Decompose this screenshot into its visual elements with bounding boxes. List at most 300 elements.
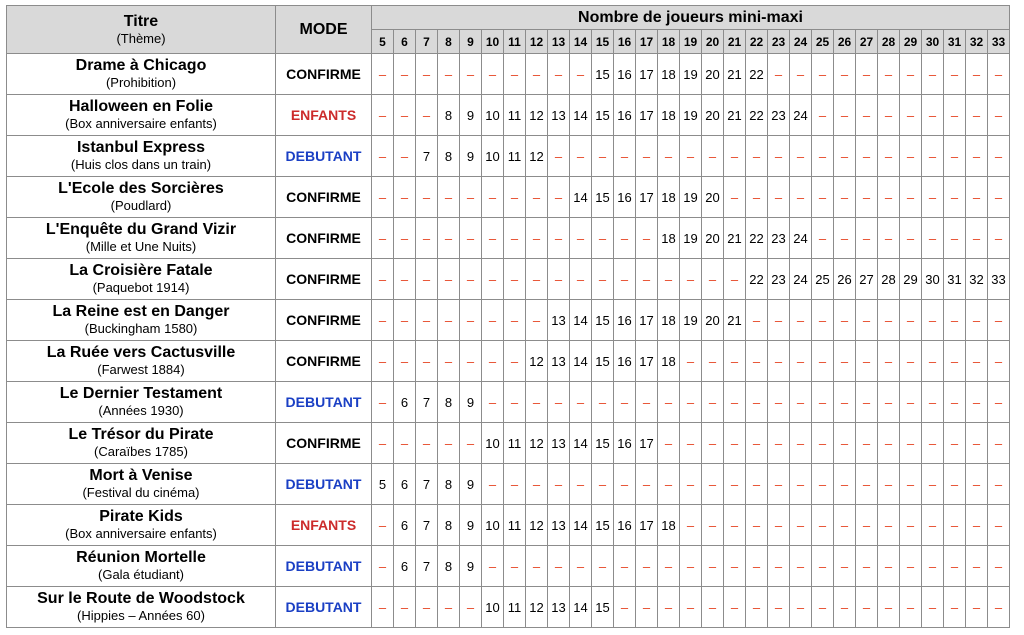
player-count-sheet bbox=[6, 5, 1010, 628]
player-count-cell: 12 bbox=[526, 423, 548, 464]
player-count-10: 10 bbox=[482, 30, 504, 54]
player-count-26: 26 bbox=[834, 30, 856, 54]
game-theme: (Prohibition) bbox=[105, 75, 177, 90]
game-title-cell bbox=[7, 423, 276, 464]
unavailable-dash: – bbox=[812, 54, 834, 95]
player-count-14: 14 bbox=[570, 30, 592, 54]
player-count-cell: 12 bbox=[526, 587, 548, 628]
unavailable-dash: – bbox=[988, 300, 1010, 341]
unavailable-dash: – bbox=[702, 464, 724, 505]
player-count-cell: 6 bbox=[394, 505, 416, 546]
game-title: Réunion Mortelle bbox=[76, 549, 206, 566]
unavailable-dash: – bbox=[482, 54, 504, 95]
unavailable-dash: – bbox=[922, 136, 944, 177]
unavailable-dash: – bbox=[922, 382, 944, 423]
unavailable-dash: – bbox=[680, 259, 702, 300]
games-table bbox=[6, 5, 1010, 628]
player-count-17: 17 bbox=[636, 30, 658, 54]
unavailable-dash: – bbox=[614, 218, 636, 259]
unavailable-dash: – bbox=[460, 177, 482, 218]
unavailable-dash: – bbox=[878, 177, 900, 218]
game-mode: CONFIRME bbox=[276, 54, 372, 95]
unavailable-dash: – bbox=[416, 587, 438, 628]
unavailable-dash: – bbox=[900, 587, 922, 628]
player-count-cell: 7 bbox=[416, 464, 438, 505]
table-row bbox=[7, 423, 1010, 464]
player-count-8: 8 bbox=[438, 30, 460, 54]
unavailable-dash: – bbox=[636, 382, 658, 423]
game-theme: (Années 1930) bbox=[98, 403, 184, 418]
unavailable-dash: – bbox=[812, 546, 834, 587]
unavailable-dash: – bbox=[680, 546, 702, 587]
unavailable-dash: – bbox=[482, 177, 504, 218]
unavailable-dash: – bbox=[834, 341, 856, 382]
game-title: Pirate Kids bbox=[99, 508, 183, 525]
unavailable-dash: – bbox=[482, 218, 504, 259]
player-count-cell: 21 bbox=[724, 300, 746, 341]
unavailable-dash: – bbox=[460, 587, 482, 628]
unavailable-dash: – bbox=[702, 136, 724, 177]
unavailable-dash: – bbox=[614, 546, 636, 587]
unavailable-dash: – bbox=[372, 341, 394, 382]
player-count-33: 33 bbox=[988, 30, 1010, 54]
player-count-30: 30 bbox=[922, 30, 944, 54]
player-count-cell: 17 bbox=[636, 95, 658, 136]
unavailable-dash: – bbox=[394, 259, 416, 300]
unavailable-dash: – bbox=[592, 259, 614, 300]
unavailable-dash: – bbox=[504, 259, 526, 300]
unavailable-dash: – bbox=[790, 341, 812, 382]
unavailable-dash: – bbox=[944, 423, 966, 464]
unavailable-dash: – bbox=[592, 382, 614, 423]
game-title: Le Dernier Testament bbox=[59, 385, 223, 402]
unavailable-dash: – bbox=[416, 95, 438, 136]
game-title: Mort à Venise bbox=[89, 467, 193, 484]
unavailable-dash: – bbox=[504, 54, 526, 95]
player-count-cell: 16 bbox=[614, 341, 636, 382]
player-count-9: 9 bbox=[460, 30, 482, 54]
player-count-cell: 21 bbox=[724, 54, 746, 95]
player-count-cell: 31 bbox=[944, 259, 966, 300]
player-count-cell: 17 bbox=[636, 300, 658, 341]
player-count-cell: 21 bbox=[724, 218, 746, 259]
unavailable-dash: – bbox=[570, 382, 592, 423]
unavailable-dash: – bbox=[878, 54, 900, 95]
unavailable-dash: – bbox=[812, 382, 834, 423]
unavailable-dash: – bbox=[724, 464, 746, 505]
player-count-cell: 12 bbox=[526, 95, 548, 136]
game-title-cell bbox=[7, 259, 276, 300]
player-count-32: 32 bbox=[966, 30, 988, 54]
unavailable-dash: – bbox=[702, 382, 724, 423]
unavailable-dash: – bbox=[900, 423, 922, 464]
unavailable-dash: – bbox=[504, 300, 526, 341]
unavailable-dash: – bbox=[548, 218, 570, 259]
unavailable-dash: – bbox=[834, 546, 856, 587]
player-count-cell: 10 bbox=[482, 95, 504, 136]
unavailable-dash: – bbox=[856, 464, 878, 505]
unavailable-dash: – bbox=[988, 587, 1010, 628]
player-count-cell: 13 bbox=[548, 341, 570, 382]
unavailable-dash: – bbox=[856, 341, 878, 382]
player-count-cell: 11 bbox=[504, 505, 526, 546]
unavailable-dash: – bbox=[988, 423, 1010, 464]
player-count-cell: 20 bbox=[702, 54, 724, 95]
unavailable-dash: – bbox=[812, 300, 834, 341]
unavailable-dash: – bbox=[966, 54, 988, 95]
unavailable-dash: – bbox=[746, 587, 768, 628]
player-count-cell: 18 bbox=[658, 95, 680, 136]
player-count-cell: 15 bbox=[592, 587, 614, 628]
player-count-cell: 14 bbox=[570, 177, 592, 218]
game-theme: (Box anniversaire enfants) bbox=[65, 526, 217, 541]
player-count-cell: 17 bbox=[636, 505, 658, 546]
table-row bbox=[7, 464, 1010, 505]
unavailable-dash: – bbox=[790, 505, 812, 546]
unavailable-dash: – bbox=[900, 505, 922, 546]
unavailable-dash: – bbox=[922, 218, 944, 259]
unavailable-dash: – bbox=[812, 177, 834, 218]
player-count-cell: 8 bbox=[438, 505, 460, 546]
unavailable-dash: – bbox=[768, 505, 790, 546]
game-title-cell bbox=[7, 136, 276, 177]
unavailable-dash: – bbox=[812, 587, 834, 628]
player-count-cell: 20 bbox=[702, 95, 724, 136]
unavailable-dash: – bbox=[504, 341, 526, 382]
unavailable-dash: – bbox=[900, 177, 922, 218]
unavailable-dash: – bbox=[922, 54, 944, 95]
unavailable-dash: – bbox=[372, 259, 394, 300]
unavailable-dash: – bbox=[988, 505, 1010, 546]
unavailable-dash: – bbox=[504, 218, 526, 259]
unavailable-dash: – bbox=[922, 505, 944, 546]
unavailable-dash: – bbox=[702, 341, 724, 382]
unavailable-dash: – bbox=[812, 505, 834, 546]
unavailable-dash: – bbox=[526, 218, 548, 259]
unavailable-dash: – bbox=[636, 218, 658, 259]
player-count-cell: 5 bbox=[372, 464, 394, 505]
player-count-11: 11 bbox=[504, 30, 526, 54]
unavailable-dash: – bbox=[922, 546, 944, 587]
unavailable-dash: – bbox=[922, 587, 944, 628]
unavailable-dash: – bbox=[460, 423, 482, 464]
unavailable-dash: – bbox=[526, 259, 548, 300]
player-count-cell: 10 bbox=[482, 423, 504, 464]
unavailable-dash: – bbox=[548, 464, 570, 505]
unavailable-dash: – bbox=[856, 95, 878, 136]
unavailable-dash: – bbox=[966, 382, 988, 423]
unavailable-dash: – bbox=[372, 587, 394, 628]
unavailable-dash: – bbox=[768, 587, 790, 628]
unavailable-dash: – bbox=[790, 136, 812, 177]
mode-column-header: MODE bbox=[276, 6, 372, 54]
unavailable-dash: – bbox=[416, 259, 438, 300]
player-count-cell: 21 bbox=[724, 95, 746, 136]
unavailable-dash: – bbox=[372, 382, 394, 423]
unavailable-dash: – bbox=[834, 423, 856, 464]
unavailable-dash: – bbox=[526, 382, 548, 423]
unavailable-dash: – bbox=[834, 177, 856, 218]
unavailable-dash: – bbox=[658, 587, 680, 628]
unavailable-dash: – bbox=[988, 177, 1010, 218]
unavailable-dash: – bbox=[724, 177, 746, 218]
unavailable-dash: – bbox=[614, 382, 636, 423]
unavailable-dash: – bbox=[460, 300, 482, 341]
unavailable-dash: – bbox=[372, 546, 394, 587]
unavailable-dash: – bbox=[548, 259, 570, 300]
player-count-cell: 25 bbox=[812, 259, 834, 300]
player-count-31: 31 bbox=[944, 30, 966, 54]
player-count-cell: 17 bbox=[636, 177, 658, 218]
unavailable-dash: – bbox=[922, 95, 944, 136]
unavailable-dash: – bbox=[438, 300, 460, 341]
unavailable-dash: – bbox=[834, 587, 856, 628]
game-title-cell bbox=[7, 54, 276, 95]
unavailable-dash: – bbox=[878, 423, 900, 464]
player-count-cell: 14 bbox=[570, 423, 592, 464]
unavailable-dash: – bbox=[614, 464, 636, 505]
unavailable-dash: – bbox=[504, 464, 526, 505]
unavailable-dash: – bbox=[394, 218, 416, 259]
unavailable-dash: – bbox=[702, 546, 724, 587]
header-row-top bbox=[7, 6, 1010, 30]
player-count-cell: 16 bbox=[614, 423, 636, 464]
unavailable-dash: – bbox=[570, 54, 592, 95]
unavailable-dash: – bbox=[416, 177, 438, 218]
unavailable-dash: – bbox=[460, 341, 482, 382]
unavailable-dash: – bbox=[944, 341, 966, 382]
unavailable-dash: – bbox=[768, 464, 790, 505]
player-count-cell: 17 bbox=[636, 423, 658, 464]
unavailable-dash: – bbox=[856, 54, 878, 95]
player-count-27: 27 bbox=[856, 30, 878, 54]
unavailable-dash: – bbox=[900, 136, 922, 177]
unavailable-dash: – bbox=[746, 341, 768, 382]
unavailable-dash: – bbox=[900, 54, 922, 95]
player-count-cell: 19 bbox=[680, 95, 702, 136]
player-count-cell: 9 bbox=[460, 136, 482, 177]
unavailable-dash: – bbox=[570, 136, 592, 177]
unavailable-dash: – bbox=[878, 341, 900, 382]
player-count-cell: 9 bbox=[460, 464, 482, 505]
player-count-cell: 15 bbox=[592, 54, 614, 95]
player-count-cell: 16 bbox=[614, 505, 636, 546]
player-count-cell: 10 bbox=[482, 587, 504, 628]
unavailable-dash: – bbox=[988, 218, 1010, 259]
unavailable-dash: – bbox=[372, 177, 394, 218]
player-count-22: 22 bbox=[746, 30, 768, 54]
player-count-cell: 6 bbox=[394, 382, 416, 423]
player-count-cell: 14 bbox=[570, 505, 592, 546]
player-count-cell: 14 bbox=[570, 300, 592, 341]
player-count-cell: 8 bbox=[438, 382, 460, 423]
game-mode: DEBUTANT bbox=[276, 546, 372, 587]
player-count-cell: 13 bbox=[548, 95, 570, 136]
unavailable-dash: – bbox=[834, 54, 856, 95]
player-count-cell: 24 bbox=[790, 259, 812, 300]
games-body bbox=[7, 54, 1010, 628]
unavailable-dash: – bbox=[944, 300, 966, 341]
unavailable-dash: – bbox=[768, 382, 790, 423]
player-count-cell: 15 bbox=[592, 505, 614, 546]
game-title-cell bbox=[7, 341, 276, 382]
unavailable-dash: – bbox=[724, 341, 746, 382]
player-count-cell: 15 bbox=[592, 423, 614, 464]
unavailable-dash: – bbox=[438, 259, 460, 300]
unavailable-dash: – bbox=[790, 587, 812, 628]
unavailable-dash: – bbox=[482, 300, 504, 341]
player-count-cell: 18 bbox=[658, 54, 680, 95]
unavailable-dash: – bbox=[658, 259, 680, 300]
unavailable-dash: – bbox=[680, 423, 702, 464]
unavailable-dash: – bbox=[944, 382, 966, 423]
unavailable-dash: – bbox=[812, 464, 834, 505]
unavailable-dash: – bbox=[966, 300, 988, 341]
player-count-cell: 7 bbox=[416, 382, 438, 423]
player-count-21: 21 bbox=[724, 30, 746, 54]
unavailable-dash: – bbox=[966, 505, 988, 546]
unavailable-dash: – bbox=[438, 341, 460, 382]
unavailable-dash: – bbox=[526, 300, 548, 341]
unavailable-dash: – bbox=[482, 341, 504, 382]
unavailable-dash: – bbox=[570, 259, 592, 300]
unavailable-dash: – bbox=[372, 300, 394, 341]
unavailable-dash: – bbox=[548, 382, 570, 423]
unavailable-dash: – bbox=[702, 423, 724, 464]
player-count-cell: 22 bbox=[746, 218, 768, 259]
unavailable-dash: – bbox=[878, 546, 900, 587]
player-count-cell: 10 bbox=[482, 505, 504, 546]
player-count-20: 20 bbox=[702, 30, 724, 54]
unavailable-dash: – bbox=[680, 136, 702, 177]
unavailable-dash: – bbox=[702, 259, 724, 300]
unavailable-dash: – bbox=[482, 259, 504, 300]
unavailable-dash: – bbox=[944, 464, 966, 505]
unavailable-dash: – bbox=[372, 423, 394, 464]
unavailable-dash: – bbox=[526, 546, 548, 587]
player-count-cell: 23 bbox=[768, 259, 790, 300]
game-title: L'Enquête du Grand Vizir bbox=[45, 221, 237, 238]
player-count-cell: 28 bbox=[878, 259, 900, 300]
table-row bbox=[7, 382, 1010, 423]
player-count-cell: 12 bbox=[526, 341, 548, 382]
player-count-16: 16 bbox=[614, 30, 636, 54]
unavailable-dash: – bbox=[768, 546, 790, 587]
game-title-cell bbox=[7, 300, 276, 341]
game-title: Le Trésor du Pirate bbox=[68, 426, 214, 443]
unavailable-dash: – bbox=[900, 341, 922, 382]
unavailable-dash: – bbox=[922, 341, 944, 382]
unavailable-dash: – bbox=[416, 218, 438, 259]
unavailable-dash: – bbox=[394, 54, 416, 95]
unavailable-dash: – bbox=[658, 136, 680, 177]
unavailable-dash: – bbox=[746, 423, 768, 464]
player-count-cell: 18 bbox=[658, 177, 680, 218]
player-count-cell: 22 bbox=[746, 259, 768, 300]
player-count-cell: 30 bbox=[922, 259, 944, 300]
player-count-cell: 20 bbox=[702, 177, 724, 218]
player-count-cell: 18 bbox=[658, 341, 680, 382]
unavailable-dash: – bbox=[526, 464, 548, 505]
unavailable-dash: – bbox=[966, 218, 988, 259]
unavailable-dash: – bbox=[636, 136, 658, 177]
unavailable-dash: – bbox=[482, 546, 504, 587]
unavailable-dash: – bbox=[790, 423, 812, 464]
game-mode: CONFIRME bbox=[276, 218, 372, 259]
unavailable-dash: – bbox=[548, 177, 570, 218]
table-row bbox=[7, 218, 1010, 259]
unavailable-dash: – bbox=[526, 54, 548, 95]
unavailable-dash: – bbox=[724, 259, 746, 300]
unavailable-dash: – bbox=[856, 423, 878, 464]
unavailable-dash: – bbox=[768, 341, 790, 382]
table-row bbox=[7, 587, 1010, 628]
player-count-15: 15 bbox=[592, 30, 614, 54]
unavailable-dash: – bbox=[702, 505, 724, 546]
player-count-19: 19 bbox=[680, 30, 702, 54]
game-mode: CONFIRME bbox=[276, 177, 372, 218]
unavailable-dash: – bbox=[570, 546, 592, 587]
unavailable-dash: – bbox=[988, 136, 1010, 177]
title-column-header bbox=[7, 6, 276, 54]
player-count-24: 24 bbox=[790, 30, 812, 54]
game-mode: CONFIRME bbox=[276, 259, 372, 300]
unavailable-dash: – bbox=[746, 136, 768, 177]
unavailable-dash: – bbox=[702, 587, 724, 628]
player-count-cell: 22 bbox=[746, 95, 768, 136]
unavailable-dash: – bbox=[394, 587, 416, 628]
game-title-cell bbox=[7, 505, 276, 546]
unavailable-dash: – bbox=[636, 546, 658, 587]
player-count-cell: 9 bbox=[460, 95, 482, 136]
unavailable-dash: – bbox=[438, 423, 460, 464]
unavailable-dash: – bbox=[680, 587, 702, 628]
unavailable-dash: – bbox=[834, 382, 856, 423]
unavailable-dash: – bbox=[944, 95, 966, 136]
unavailable-dash: – bbox=[966, 177, 988, 218]
game-theme: (Buckingham 1580) bbox=[84, 321, 198, 336]
unavailable-dash: – bbox=[878, 136, 900, 177]
unavailable-dash: – bbox=[812, 95, 834, 136]
unavailable-dash: – bbox=[944, 587, 966, 628]
player-count-cell: 33 bbox=[988, 259, 1010, 300]
player-count-cell: 8 bbox=[438, 546, 460, 587]
player-count-cell: 13 bbox=[548, 505, 570, 546]
unavailable-dash: – bbox=[372, 505, 394, 546]
player-count-cell: 16 bbox=[614, 177, 636, 218]
game-title-cell bbox=[7, 546, 276, 587]
unavailable-dash: – bbox=[372, 54, 394, 95]
player-count-cell: 27 bbox=[856, 259, 878, 300]
player-count-cell: 24 bbox=[790, 218, 812, 259]
player-count-cell: 6 bbox=[394, 464, 416, 505]
game-title-cell bbox=[7, 464, 276, 505]
player-count-cell: 10 bbox=[482, 136, 504, 177]
player-count-cell: 17 bbox=[636, 54, 658, 95]
unavailable-dash: – bbox=[504, 177, 526, 218]
title-header-label: Titre bbox=[123, 13, 159, 30]
unavailable-dash: – bbox=[966, 341, 988, 382]
unavailable-dash: – bbox=[746, 382, 768, 423]
unavailable-dash: – bbox=[614, 259, 636, 300]
player-count-cell: 7 bbox=[416, 546, 438, 587]
table-row bbox=[7, 259, 1010, 300]
unavailable-dash: – bbox=[790, 546, 812, 587]
theme-header-label: (Thème) bbox=[116, 31, 166, 46]
player-count-cell: 13 bbox=[548, 300, 570, 341]
player-count-cell: 15 bbox=[592, 177, 614, 218]
game-title-cell bbox=[7, 587, 276, 628]
